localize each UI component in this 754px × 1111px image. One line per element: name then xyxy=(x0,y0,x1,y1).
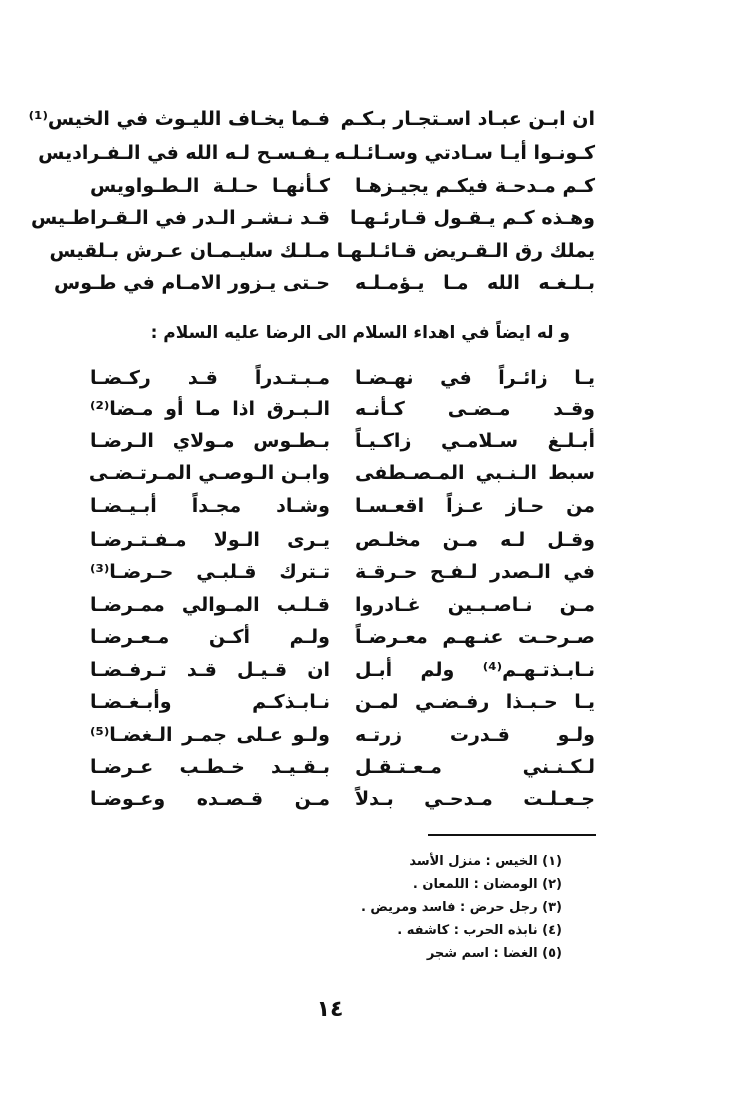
poem2-verse-4 xyxy=(90,457,595,489)
poem2-verse-3-second: بـطـوس مـولاي الـرضـا xyxy=(90,430,330,452)
poem2-verse-7-first: في الـصدر لـفـح حـرقـة xyxy=(355,561,595,583)
poem2-verse-5 xyxy=(90,490,595,522)
poem1-verse-1-first: ان ابـن عبـاد اسـتجـار بـكـم xyxy=(340,108,595,130)
poem2-verse-9 xyxy=(90,621,595,653)
poem2-verse-2-second: الـبـرق اذا مـا أو مـضا⁽²⁾ xyxy=(90,398,330,420)
poem2-verse-11-first: يـا حـبـذا رفـضـي لمـن xyxy=(355,691,595,713)
poem2-verse-11-second: نـابـذكـم وأبـغـضـا xyxy=(90,691,330,713)
poem2-verse-4-second: وابـن الـوصـي المـرتـضـى xyxy=(88,462,330,484)
poem2-verse-14-first: جـعـلـت مـدحـي بـدلاً xyxy=(355,788,595,810)
poem1-verse-6-second: حـتى يـزور الامـام في طـوس xyxy=(54,272,330,294)
footnote-2: (٢) الومضان : اللمعان . xyxy=(412,877,562,892)
poem2-intro: و له ايضاً في اهداء السلام الى الرضا عليه السلام : xyxy=(150,323,570,343)
poem1-verse-5-second: مـلـك سليـمـان عـرش بـلقيس xyxy=(49,240,330,262)
poem2-verse-1-second: مـبـتـدراً قـد ركـضـا xyxy=(90,367,330,389)
poem1-verse-5-first: يملك رق الـقـريض قـائـلـهـا xyxy=(336,240,595,262)
poem1-verse-4-first: وهـذه كـم يـقـول قـارئـهـا xyxy=(350,207,595,229)
poem2-verse-2-first: وقـد مـضـى كـأنـه xyxy=(355,398,595,420)
poem2-verse-8 xyxy=(90,589,595,621)
footnote-separator xyxy=(428,834,596,836)
poem1-verse-4-second: قـد نـشـر الـدر في الـقـراطـيس xyxy=(30,207,330,229)
poem2-verse-10-first: نـابـذتـهـم⁽⁴⁾ ولم أبـل xyxy=(355,659,595,681)
poem1-verse-1-second: فـما يخـاف الليـوث في الخيس⁽¹⁾ xyxy=(28,108,330,130)
poem2-verse-12-second: ولـو عـلى جمـر الـغضـا⁽⁵⁾ xyxy=(90,724,330,746)
poem2-verse-3 xyxy=(90,425,595,457)
poem2-verse-13-first: لـكـنـني مـعـتـقـل xyxy=(355,756,595,778)
poem1-verse-1 xyxy=(28,103,595,135)
poem2-verse-13-second: بـقـيـد خـطـب عـرضـا xyxy=(90,756,330,778)
poem1-verse-3-first: كـم مـدحـة فيكـم يجيـزهـا xyxy=(355,175,595,197)
poem2-verse-13 xyxy=(90,751,595,783)
poem2-verse-2 xyxy=(90,393,595,425)
poem1-verse-5 xyxy=(49,235,595,267)
poem2-verse-14 xyxy=(90,783,595,815)
poem1-verse-2-second: يـفـسـح لـه الله في الـفـراديس xyxy=(38,142,330,164)
poem2-verse-6-first: وقـل لـه مـن مخلـص xyxy=(355,529,595,551)
poem2-verse-12 xyxy=(90,719,595,751)
poem2-verse-5-first: من حـاز عـزاً اقعـسـا xyxy=(355,495,595,517)
footnotes xyxy=(300,850,562,965)
poem2-verse-1 xyxy=(90,362,595,394)
poem2-verse-3-first: أبـلـغ سـلامـي زاكـيـاً xyxy=(355,430,595,452)
footnote-4: (٤) نابذه الحرب : كاشفه . xyxy=(397,923,562,938)
footnote-3: (٣) رجل حرض : فاسد ومريض . xyxy=(360,900,562,915)
poem2-verse-5-second: وشـاد مجـداً أبـيـضـا xyxy=(90,495,330,517)
footnote-1: (١) الخيس : منزل الأسد xyxy=(409,854,562,869)
poem2-verse-1-first: يـا زائـراً في نهـضـا xyxy=(355,367,595,389)
poem1-verse-6 xyxy=(54,267,595,299)
poem1-verse-3-second: كـأنهـا حـلـة الـطـواويس xyxy=(90,175,330,197)
page-number: ١٤ xyxy=(316,997,344,1022)
poem1-verse-3 xyxy=(90,170,595,202)
footnote-5: (٥) الغضا : اسم شجر xyxy=(426,946,562,961)
poem2-verse-7 xyxy=(90,556,595,588)
poem2-verse-11 xyxy=(90,686,595,718)
poem2-verse-12-first: ولـو قـدرت زرتـه xyxy=(355,724,595,746)
poem2-verse-9-second: ولـم أكـن مـعـرضـا xyxy=(90,626,330,648)
poem2-verse-9-first: صـرحـت عنـهـم معـرضـاً xyxy=(355,626,595,648)
poem2-verse-8-first: مـن نـاصـبـين غـادروا xyxy=(355,594,595,616)
poem2-verse-10 xyxy=(90,654,595,686)
poem2-verse-6-second: يـرى الـولا مـفـتـرضـا xyxy=(90,529,330,551)
poem2-verse-7-second: تـترك قـلبـي حـرضـا⁽³⁾ xyxy=(90,561,330,583)
poem1-verse-6-first: بـلـغـه الله مـا يـؤمـلـه xyxy=(355,272,595,294)
poem2-verse-4-first: سبط الـنـبي المـصـطفى xyxy=(355,462,595,484)
poem2-verse-10-second: ان قـيـل قـد تـرفـضـا xyxy=(90,659,330,681)
poem1-verse-4 xyxy=(30,202,595,234)
poem2-verse-8-second: قـلـب المـوالي ممـرضـا xyxy=(90,594,330,616)
poem2-verse-6 xyxy=(90,524,595,556)
poem1-verse-2 xyxy=(38,137,595,169)
poem1-verse-2-first: كـونـوا أيـا سـادتي وسـائـلـه xyxy=(334,142,595,164)
poem2-verse-14-second: مـن قـصـده وعـوضـا xyxy=(90,788,330,810)
